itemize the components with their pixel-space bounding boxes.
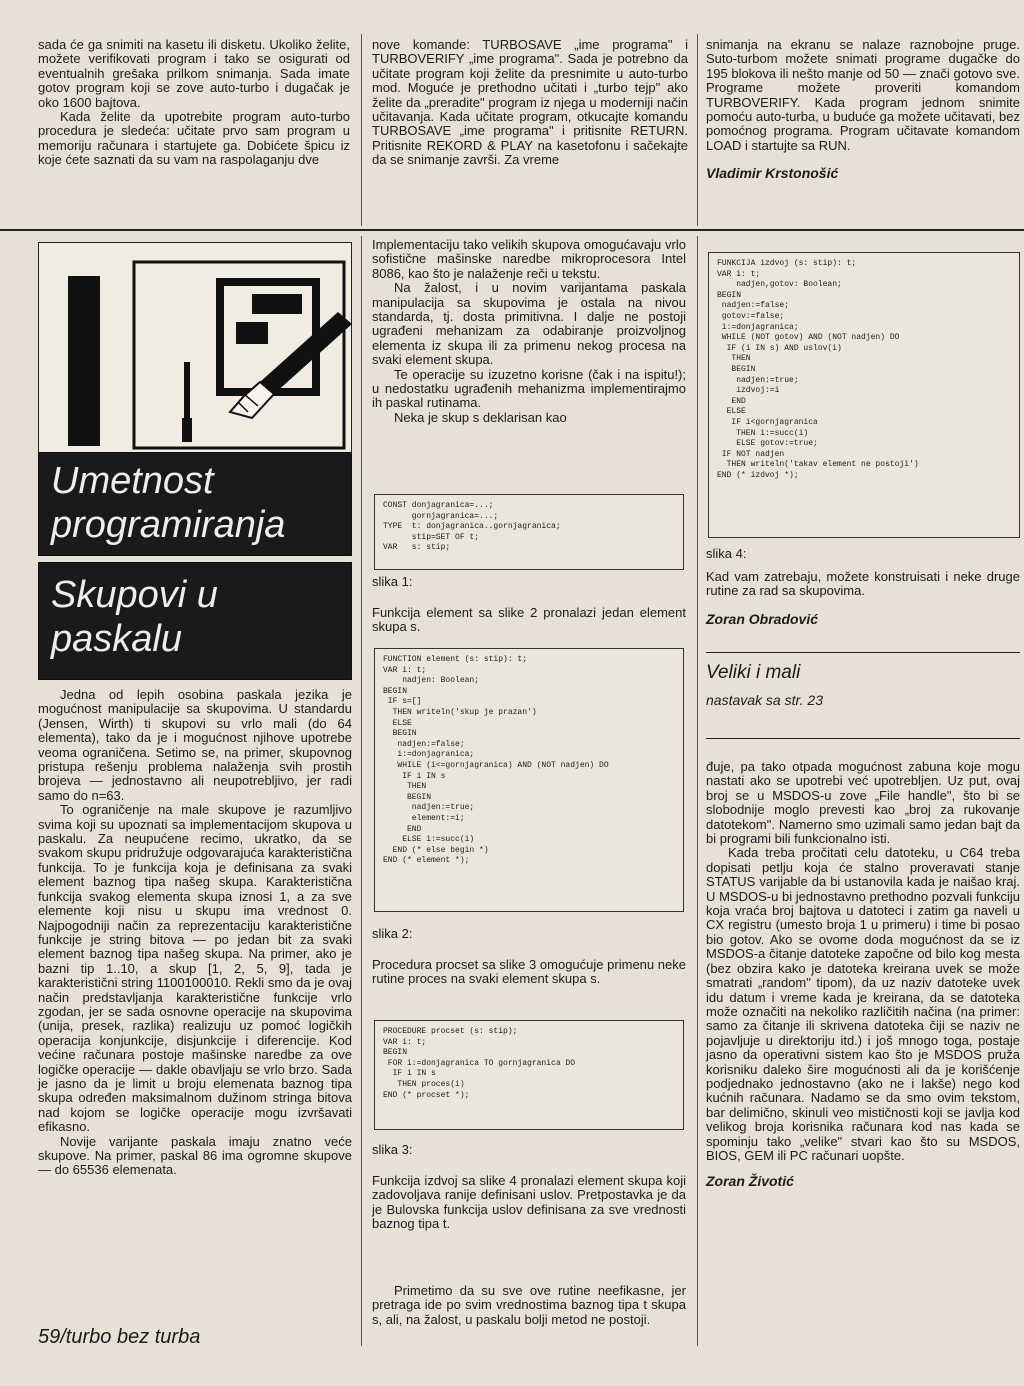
top-col3-text: snimanja na ekranu se nalaze raznobojne pruge. Suto-turbom možete snimati programe dugačke do 195 blokova ili nešto manje od 50 — znači gotovo sve. Programe možete proveriti komandom TURBOVERIFY. Kada program jednom snimite pomoću auto-turba, u buduće ga možete učitavati, bez pomoćnog programa. Program učitavate komandom LOAD i startujte sa RUN. — [706, 37, 1020, 153]
article-signature: Zoran Obradović — [706, 610, 819, 627]
code-listing-1: CONST donjagranica=...; gornjagranica=...; TYPE t: donjagranica..gornjagranica; stip=SET OF t; VAR s: stip; — [374, 494, 684, 570]
article-paragraph: Na žalost, i u novim varijantama paskala manipulacija sa skupovima je ostala na nivou standarda, tj. dosta primitivna. I dalje ne postoji ugrađeni mehanizam za odabiranje proizvoljnog elementa iz skupa ili za primenu nekog procesa na svaki element skupa. — [372, 280, 686, 368]
article-subtitle-text: Skupovi u paskalu — [51, 574, 218, 660]
brush-illustration — [38, 242, 352, 456]
article-paragraph: Primetimo da su sve ove rutine neefikasne, jer pretraga ide po svim vrednostima baznog tipa t skupa s, ali, na žalost, u paskalu bolji metod ne postoji. — [372, 1283, 686, 1327]
article-mid-column — [372, 238, 686, 425]
section-divider-2 — [706, 738, 1020, 739]
figure-text-end — [372, 1284, 686, 1327]
figure-text-4 — [706, 570, 1020, 627]
article-paragraph: Funkcija izdvoj sa slike 4 pronalazi element skupa koji zadovoljava ranije definisani uslov. Pretpostavka je da je Bulovska funkcija uslov definisana za sve vrednosti baznog tipa t. — [372, 1173, 686, 1232]
top-signature: Vladimir Krstonošić — [706, 165, 839, 182]
code-listing-2: FUNCTION element (s: stip): t; VAR i: t; nadjen: Boolean; BEGIN IF s=[] THEN writeln('skup je prazan') ELSE BEGIN nadjen:=false; i:=donjagranica; WHILE (i<=gornjagranica) AND (NOT nadjen) DO IF i IN s THEN BEGIN nadjen:=true; element:=i; END ELSE i:=succ(i) END (* else begin *) END (* element *); — [374, 648, 684, 912]
article-paragraph: Funkcija element sa slike 2 pronalazi jedan element skupa s. — [372, 605, 686, 635]
figure-caption-2: slika 2: — [372, 926, 413, 941]
column-divider-4 — [697, 236, 698, 1346]
article-paragraph: Neka je skup s deklarisan kao — [394, 409, 567, 425]
top-col1 — [38, 38, 350, 168]
article-paragraph: To ograničenje na male skupove je razumljivo svima koji su upoznati sa implementacijom skupova u paskalu. Za neupućene recimo, ukratko, da se svakom skupu pridružuje odgovarajuća karakteristična funkcija. To je funkcija koja je definisana za svaki element baznog tipa našeg skupa. Karakteristična funkcija svakog elementa skupa iznosi 1, a za sve elemente koji nisu u skupu ima vrednost 0. Najpogodniji način za reprezentaciju karakteristične funkcije je string bitova — po jedan bit za svaki element baznog tipa našeg skupa. Na primer, ako je bazni tip 1..10, a skup [1, 2, 5, 9], tada je karakteristični string 1100100010. Rekli smo da je ovaj način predstavljanja karakteristične funkcije vrlo zgodan, jer se sada osnovne operacije na skupovima (unija, presek, razlika) realizuju uz pomoć logičkih operacija konjunkcije, disjunkcije i diferencije. Kod većine računara postoje mašinske naredbe za ove logičke operacije — dakle obavljaju se vrlo brzo. Sada je jasno da je limit u broju elemenata baznog tipa skupa određen maksimalnom dužinom stringa bitova nad kojom se logičke operacije mogu izvršavati efikasno. — [38, 802, 352, 1135]
article-title — [38, 452, 352, 556]
article-paragraph: Kad vam zatrebaju, možete konstruisati i neke druge rutine za rad sa skupovima. — [706, 569, 1020, 599]
article-paragraph: Te operacije su izuzetno korisne (čak i na ispitu!); u nedostatku ugrađenih mehanizma implementirajmo ih paskal rutinama. — [372, 366, 686, 411]
figure-text-1 — [372, 606, 686, 635]
section2-column — [706, 760, 1020, 1189]
article-paragraph: Implementaciju tako velikih skupova omogućavaju vrlo sofistične mašinske naredbe mikroprocesora Intel 8086, kao što je nalaženje reči u tekstu. — [372, 237, 686, 281]
column-divider-3 — [361, 236, 362, 1346]
top-col1-text-2: Kada želite da upotrebite program auto-turbo procedura je sledeća: učitate prvo sam program u memoriju računara i startujete ga. Dobićete špicu iz koje ćete saznati da su vam na raspolaganju dve — [38, 109, 350, 168]
article-paragraph: Jedna od lepih osobina paskala jezika je mogućnost manipulacije sa skupovima. U standardu (Jensen, Wirth) ti skupovi su vrlo mali (do 64 elementa), tako da je i mogućnost njihove upotrebe veoma ograničena. Setimo se, na primer, skupovnog pristupa rešenju problema nalaženja svih prostih brojeva — jednostavno ali neupotrebljivo, jer radi samo do n=63. — [38, 687, 352, 803]
section2-paragraph: đuje, pa tako otpada mogućnost zabuna koje mogu nastati ako se upotrebi već upotrebljen. Uz put, ovaj broj se u MSDOS-u zove „File handle", što bi se slobodnije moglo prevesti kao „broj za rukovanje datotekom". Namerno smo uzimali samo jedan bajt da bi programi bili funkcionalno isti. — [706, 759, 1020, 847]
figure-caption-4: slika 4: — [706, 546, 747, 561]
article-left-column — [38, 688, 352, 1178]
section2-header — [706, 662, 1020, 708]
top-col2 — [372, 38, 688, 168]
page-footer: 59/turbo bez turba — [38, 1326, 201, 1348]
column-divider-2 — [697, 34, 698, 226]
article-title-text: Umetnost programiranja — [51, 460, 286, 546]
figure-caption-3: slika 3: — [372, 1142, 413, 1157]
code-listing-3: PROCEDURE procset (s: stip); VAR i: t; BEGIN FOR i:=donjagranica TO gornjagranica DO IF i IN s THEN proces(i) END (* procset *); — [374, 1020, 684, 1130]
figure-text-3 — [372, 1174, 686, 1232]
article-paragraph: Procedura procset sa slike 3 omogućuje primenu neke rutine proces na svaki element skupa s. — [372, 957, 686, 987]
top-col1-text: sada će ga snimiti na kasetu ili disketu. Ukoliko želite, možete verifikovati program i tako se osigurati od eventualnih grešaka prilkom snimanja. Sada imate gotov program koji se zove auto-turbo i dugačak je oko 1600 bajtova. — [38, 37, 350, 110]
section2-paragraph: Kada treba pročitati celu datoteku, u C64 treba dopisati petlju koja će stalno proveravati stanje STATUS varijable da bi ustanovila kada je naišao kraj. U MSDOS-u bi jednostavno prethodno pozvali funkciju koja vraća broj bajtova u datoteci i zatim ga naveli u CX registru (umesto broja 1 u primeru) i time bi posao bio gotov. Ako se ovome doda mogućnost da se iz MSDOS-a čitanje datoteke započne od bilo kog mesta (bez obzira kako je datoteka kreirana uvek se može smatrati „random" tipom), da uz naziv datoteke uvek idu datum i vreme kada je kreirana, da se datoteka može označiti na nekoliko različitih načina (na primer: samo za čitanje ili skrivena datoteka čiji se naziv ne pojavljuje u direktoriju itd.) i još mnogo toga, postaje jasno da operativni sistem kao što je MSDOS pruža korisniku daleko šire mogućnosti ali da je korišćenje podjednako jednostavno (ako ne i lakše) nego kod kućnih računara. Nadamo se da smo ovim tekstom, bar delimično, skinuli veo mističnosti koji se javlja kod velikog broja korisnika računara kod nas kada se spominju tako „velike" stvari kao što su MSDOS, BIOS, GEM ili PC računari uopšte. — [706, 845, 1020, 1163]
column-divider-1 — [361, 34, 362, 226]
top-divider — [0, 229, 1024, 231]
top-col3 — [706, 38, 1020, 181]
figure-caption-1: slika 1: — [372, 574, 413, 589]
section-divider — [706, 652, 1020, 653]
section2-title: Veliki i mali — [706, 662, 801, 683]
section2-subtitle: nastavak sa str. 23 — [706, 692, 823, 708]
top-col2-text: nove komande: TURBOSAVE „ime programa" i TURBOVERIFY „ime programa". Sada je potrebno da učitate program koji želite da presnimite u auto-turbo mod. Moguće je prethodno učitati i „turbo tejp" ako želite da „preradite" program iz njega u moderniji način učitavanja. Kada učitate program, otkucajte komandu TURBOSAVE „ime programa" i pritisnite RETURN. Pritisnite REKORD & PLAY na kasetofonu i sačekajte da se snimanje završi. Za vreme — [372, 37, 688, 168]
code-listing-4: FUNKCIJA izdvoj (s: stip): t; VAR i: t; nadjen,gotov: Boolean; BEGIN nadjen:=false; gotov:=false; i:=donjagranica; WHILE (NOT gotov) AND (NOT nadjen) DO IF (i IN s) AND uslov(i) THEN BEGIN nadjen:=true; izdvoj:=i END ELSE IF i<gornjagranica THEN i:=succ(i) ELSE gotov:=true; IF NOT nadjen THEN writeln('takav element ne postoji') END (* izdvoj *); — [708, 252, 1020, 538]
section2-signature: Zoran Životić — [706, 1173, 794, 1190]
figure-text-2 — [372, 958, 686, 987]
article-paragraph: Novije varijante paskala imaju znatno veće skupove. Na primer, paskal 86 ima ogromne skupove — do 65536 elemenata. — [38, 1133, 352, 1178]
article-subtitle — [38, 562, 352, 680]
